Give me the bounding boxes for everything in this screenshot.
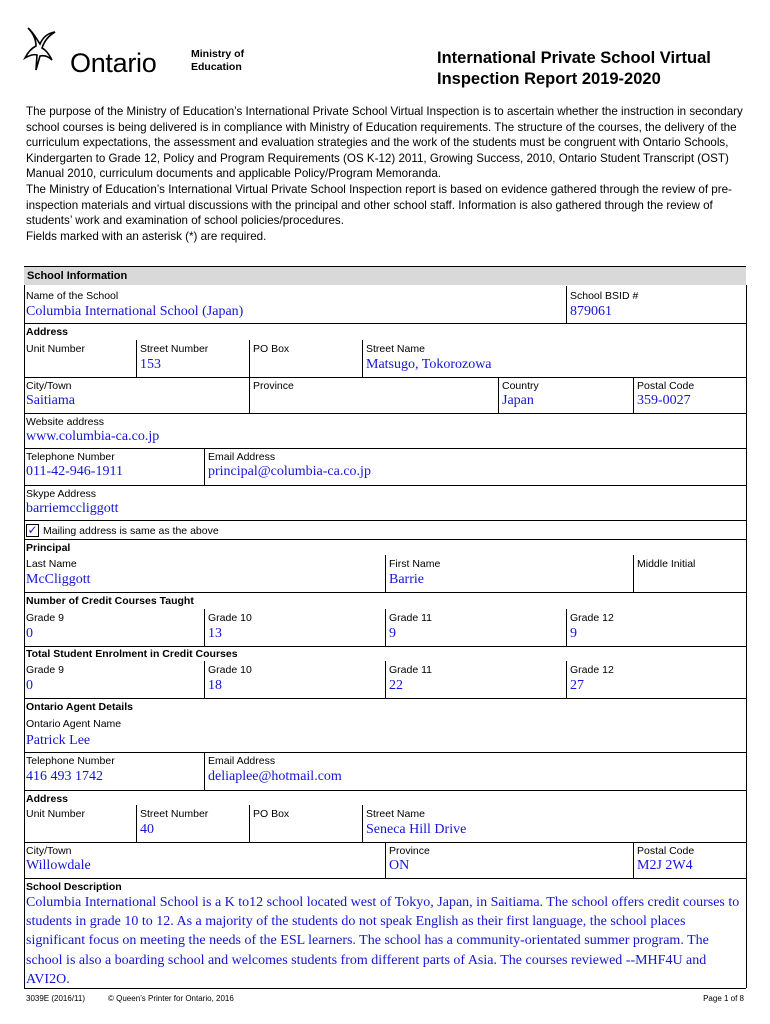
enrol-grade-12-field[interactable]: 27 (570, 678, 584, 693)
enrol-grade-9-field[interactable]: 0 (26, 678, 33, 693)
agent-email-label: Email Address (208, 755, 276, 767)
title-line-1: International Private School Virtual (437, 49, 711, 67)
divider (362, 340, 363, 377)
agent-telephone-field[interactable]: 416 493 1742 (26, 769, 103, 784)
credit-grade-12-label: Grade 12 (570, 612, 614, 624)
enrol-grade-11-field[interactable]: 22 (389, 678, 403, 693)
country-field[interactable]: Japan (502, 393, 534, 408)
divider (566, 609, 567, 646)
bsid-field[interactable]: 879061 (570, 304, 612, 319)
agent-street-number-field[interactable]: 40 (140, 822, 154, 837)
form-number: 3039E (2016/11) (26, 994, 86, 1003)
divider (24, 485, 746, 486)
divider (385, 555, 386, 592)
divider (24, 413, 746, 414)
intro-paragraph-2: The Ministry of Education’s International Virtual Private School Inspection report is based on evidence gathered through the review of pre-inspection materials and virtual discussions with the principal and other school staff. Information is also gathered through the review of students’ work and examination of school policies/procedures. (26, 182, 732, 228)
school-name-label: Name of the School (26, 290, 119, 302)
skype-field[interactable]: barriemccliggott (26, 501, 119, 516)
ministry-line-1: Ministry of (191, 48, 245, 60)
credit-grade-9-field[interactable]: 0 (26, 626, 33, 641)
ministry-name (191, 48, 244, 74)
divider (385, 661, 386, 698)
divider (204, 661, 205, 698)
mailing-same-checkbox[interactable]: ✓ (27, 523, 38, 537)
first-name-field[interactable]: Barrie (389, 572, 424, 587)
credit-grade-12-field[interactable]: 9 (570, 626, 577, 641)
agent-street-name-field[interactable]: Seneca Hill Drive (366, 822, 467, 837)
email-field[interactable]: principal@columbia-ca.co.jp (208, 464, 371, 479)
divider (204, 609, 205, 646)
agent-email-field[interactable]: deliaplee@hotmail.com (208, 769, 342, 784)
last-name-field[interactable]: McCliggott (26, 572, 91, 587)
divider (566, 286, 567, 323)
page-title (437, 48, 747, 90)
agent-street-number-label: Street Number (140, 808, 209, 820)
credit-grade-9-label: Grade 9 (26, 612, 64, 624)
mailing-same-label: Mailing address is same as the above (43, 525, 219, 537)
divider (24, 752, 746, 753)
school-description-field[interactable]: Columbia International School is a K to12 school located west of Tokyo, Japan, in Saitiama. The school offers credit courses to students in grade 10 to 12. As a majority of the students do not speak English as their first language, the school places significant focus on meeting the needs of the ESL learners. The school has a community-orientated summer program. The school is also a boarding school and welcomes students from different parts of Asia. The courses reviewed --MHF4U and AVI2O. (26, 895, 740, 987)
credit-grade-10-label: Grade 10 (208, 612, 252, 624)
postal-code-field[interactable]: 359-0027 (637, 393, 691, 408)
credit-grade-11-field[interactable]: 9 (389, 626, 396, 641)
telephone-field[interactable]: 011-42-946-1911 (26, 464, 123, 479)
agent-province-field[interactable]: ON (389, 858, 410, 873)
divider (362, 805, 363, 842)
divider (633, 842, 634, 878)
agent-address-heading: Address (26, 793, 69, 805)
enrol-grade-9-label: Grade 9 (26, 664, 64, 676)
agent-street-name-label: Street Name (366, 808, 425, 820)
divider (24, 377, 746, 378)
last-name-label: Last Name (26, 558, 77, 570)
agent-po-box-label: PO Box (253, 808, 290, 820)
agent-telephone-label: Telephone Number (26, 755, 115, 767)
form-left-border (24, 285, 25, 988)
divider (204, 752, 205, 790)
divider (24, 878, 746, 879)
divider (136, 805, 137, 842)
street-name-field[interactable]: Matsugo, Tokorozowa (366, 357, 492, 372)
required-fields-note: Fields marked with an asterisk (*) are required. (26, 229, 267, 243)
credit-grade-11-label: Grade 11 (389, 612, 432, 624)
ontario-logo (22, 24, 70, 74)
enrol-grade-11-label: Grade 11 (389, 664, 432, 676)
section-title: School Information (27, 270, 128, 282)
credit-grade-10-field[interactable]: 13 (208, 626, 222, 641)
unit-number-label: Unit Number (26, 343, 85, 355)
description-heading: School Description (26, 881, 122, 893)
agent-name-label: Ontario Agent Name (26, 718, 122, 730)
province-label: Province (253, 380, 294, 392)
street-number-field[interactable]: 153 (140, 357, 161, 372)
divider (498, 377, 499, 413)
agent-heading: Ontario Agent Details (26, 701, 133, 713)
divider (24, 448, 746, 449)
divider (24, 698, 746, 699)
agent-unit-label: Unit Number (26, 808, 85, 820)
enrol-grade-10-field[interactable]: 18 (208, 678, 222, 693)
divider (204, 448, 205, 485)
ministry-line-2: Education (191, 61, 242, 73)
divider (385, 609, 386, 646)
country-label: Country (502, 380, 539, 392)
first-name-label: First Name (389, 558, 441, 570)
website-field[interactable]: www.columbia-ca.co.jp (26, 429, 160, 444)
enrol-grade-10-label: Grade 10 (208, 664, 252, 676)
intro-text (26, 104, 748, 244)
agent-city-label: City/Town (26, 845, 72, 857)
divider (24, 592, 746, 593)
enrol-grade-12-label: Grade 12 (570, 664, 614, 676)
city-label: City/Town (26, 380, 72, 392)
agent-province-label: Province (389, 845, 430, 857)
middle-initial-label: Middle Initial (637, 558, 696, 570)
skype-label: Skype Address (26, 488, 97, 500)
divider (136, 340, 137, 377)
school-information-header (24, 266, 746, 285)
divider (633, 377, 634, 413)
email-label: Email Address (208, 451, 276, 463)
ontario-wordmark: Ontario (70, 48, 157, 78)
address-heading: Address (26, 326, 69, 338)
street-name-label: Street Name (366, 343, 425, 355)
street-number-label: Street Number (140, 343, 209, 355)
divider (249, 805, 250, 842)
divider (24, 646, 746, 647)
school-name-field[interactable]: Columbia International School (Japan) (26, 304, 244, 319)
postal-code-label: Postal Code (637, 380, 695, 392)
divider (24, 988, 746, 989)
agent-postal-field[interactable]: M2J 2W4 (637, 858, 693, 873)
city-field[interactable]: Saitiama (26, 393, 75, 408)
divider (24, 323, 746, 324)
title-line-2: Inspection Report 2019-2020 (437, 70, 661, 88)
divider (633, 555, 634, 592)
page-number: Page 1 of 8 (703, 994, 744, 1003)
divider (385, 842, 386, 878)
agent-city-field[interactable]: Willowdale (26, 858, 91, 873)
divider (24, 790, 746, 791)
principal-heading: Principal (26, 542, 71, 554)
trillium-icon (22, 24, 70, 74)
form-right-border (746, 285, 747, 988)
po-box-label: PO Box (253, 343, 290, 355)
agent-name-field[interactable]: Patrick Lee (26, 733, 91, 748)
telephone-label: Telephone Number (26, 451, 115, 463)
divider (24, 520, 746, 521)
intro-paragraph-1: The purpose of the Ministry of Education’s International Private School Virtual Inspection is to ascertain whether the instruction in secondary school courses is being delivered is in compliance with Ministry of Education requirements. The structure of the courses, the delivery of the curriculum expectations, the assessment and evaluation strategies and the work of the students must be congruent with Ontario Schools, Kindergarten to Grade 12, Policy and Program Requirements (OS K-12) 2011, Growing Success, 2010, Ontario Student Transcript (OST) Manual 2010, curriculum documents and applicable Policy/Program Memoranda. (26, 105, 743, 181)
divider (24, 539, 746, 540)
bsid-label: School BSID # (570, 290, 639, 302)
credit-courses-heading: Number of Credit Courses Taught (26, 595, 194, 607)
enrolment-heading: Total Student Enrolment in Credit Courses (26, 648, 238, 660)
divider (566, 661, 567, 698)
agent-postal-label: Postal Code (637, 845, 695, 857)
website-label: Website address (26, 416, 105, 428)
copyright: © Queen’s Printer for Ontario, 2016 (108, 994, 234, 1003)
